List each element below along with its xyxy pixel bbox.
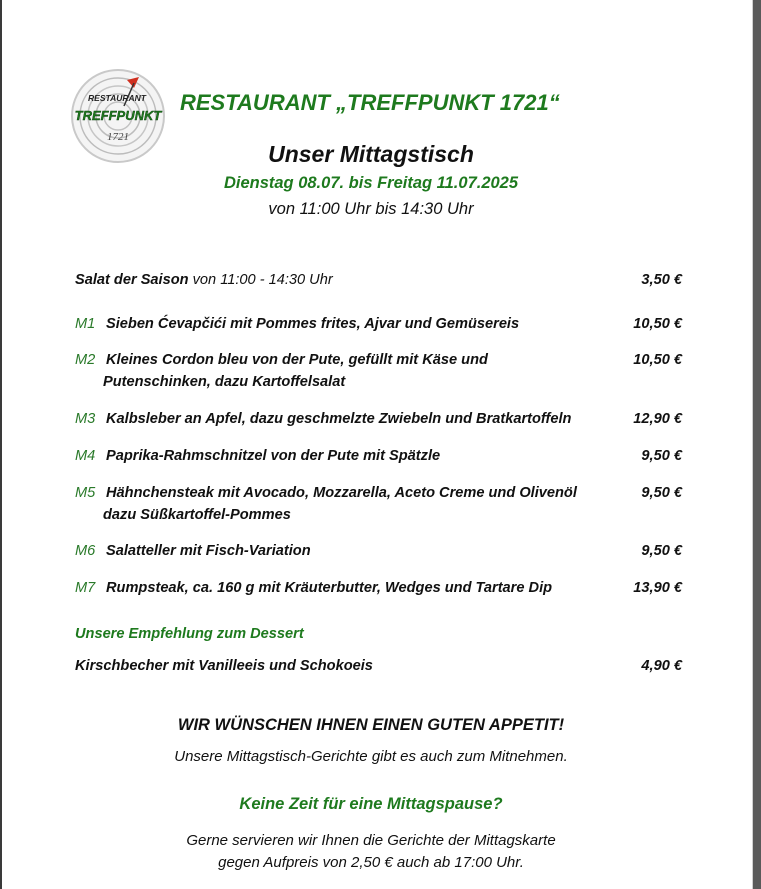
salad-note: von 11:00 - 14:30 Uhr — [188, 272, 333, 288]
item-name: Paprika-Rahmschnitzel von der Pute mit Spätzle — [106, 448, 441, 464]
item-name-continuation: Putenschinken, dazu Kartoffelsalat — [103, 374, 346, 390]
item-code: M1 — [75, 316, 96, 332]
menu-row-m5 — [75, 482, 682, 526]
menu-row-m7 — [75, 577, 682, 599]
menu-row-m2 — [75, 349, 682, 393]
menu-row-m6 — [75, 540, 682, 562]
item-code: M5 — [75, 485, 96, 501]
item-code: M7 — [75, 580, 96, 596]
item-code: M6 — [75, 543, 96, 559]
item-name: Kleines Cordon bleu von der Pute, gefüllt mit Käse und — [106, 352, 488, 368]
opening-hours: von 11:00 Uhr bis 14:30 Uhr — [268, 200, 474, 218]
menu-row-dessert — [75, 655, 682, 677]
menu-row-m3 — [75, 408, 682, 430]
item-name-continuation: dazu Süßkartoffel-Pommes — [103, 507, 291, 523]
logo-main-text: TREFFPUNKT — [74, 108, 162, 123]
menu-row-m1 — [75, 313, 682, 335]
dessert-heading: Unsere Empfehlung zum Dessert — [75, 626, 304, 642]
item-price: 12,90 € — [633, 411, 682, 427]
dessert-price: 4,90 € — [641, 658, 682, 674]
takeaway-note: Unsere Mittagstisch-Gerichte gibt es auch zum Mitnehmen. — [174, 748, 568, 765]
evening-note-line2: gegen Aufpreis von 2,50 € auch ab 17:00 Uhr. — [218, 854, 524, 871]
item-price: 9,50 € — [641, 543, 682, 559]
item-code: M4 — [75, 448, 96, 464]
item-price: 10,50 € — [633, 352, 682, 368]
item-name: Sieben Ćevapčići mit Pommes frites, Ajvar und Gemüsereis — [106, 316, 520, 332]
item-code: M3 — [75, 411, 96, 427]
salad-price: 3,50 € — [641, 272, 682, 288]
logo-top-text: RESTAURANT — [88, 93, 146, 103]
item-name: Salatteller mit Fisch-Variation — [106, 543, 311, 559]
item-price: 10,50 € — [633, 316, 682, 332]
item-name: Kalbsleber an Apfel, dazu geschmelzte Zwiebeln und Bratkartoffeln — [106, 411, 572, 427]
evening-note-line1: Gerne servieren wir Ihnen die Gerichte der Mittagskarte — [186, 832, 556, 849]
salad-name: Salat der Saison — [75, 272, 189, 288]
item-price: 9,50 € — [641, 485, 682, 501]
menu-row-m4 — [75, 445, 682, 467]
logo-year: 1721 — [107, 131, 129, 143]
menu-title: Unser Mittagstisch — [268, 141, 474, 167]
restaurant-name: RESTAURANT „TREFFPUNKT 1721“ — [180, 90, 560, 115]
dessert-name: Kirschbecher mit Vanilleeis und Schokoeis — [75, 658, 373, 674]
appetit-heading: WIR WÜNSCHEN IHNEN EINEN GUTEN APPETIT! — [177, 716, 565, 734]
item-code: M2 — [75, 352, 96, 368]
item-price: 9,50 € — [641, 448, 682, 464]
item-price: 13,90 € — [633, 580, 682, 596]
page-edge-right — [752, 0, 761, 889]
menu-row-salad — [75, 269, 682, 291]
no-time-heading: Keine Zeit für eine Mittagspause? — [239, 795, 503, 813]
item-name: Hähnchensteak mit Avocado, Mozzarella, Aceto Creme und Olivenöl — [106, 485, 577, 501]
item-name: Rumpsteak, ca. 160 g mit Kräuterbutter, Wedges und Tartare Dip — [106, 580, 553, 596]
date-range: Dienstag 08.07. bis Freitag 11.07.2025 — [223, 174, 519, 192]
